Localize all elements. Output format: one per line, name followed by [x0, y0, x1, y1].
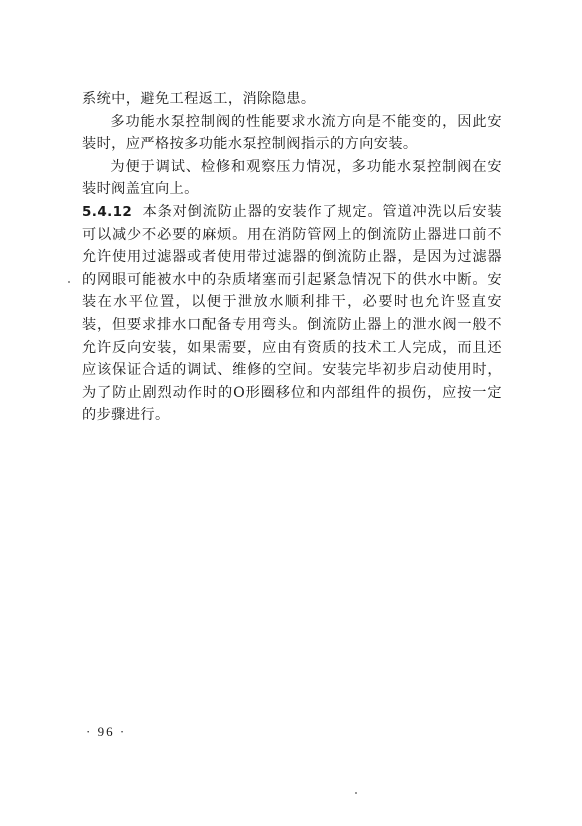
body-text: [82, 88, 502, 427]
clause-number: 5.4.12: [82, 203, 133, 220]
scan-speck: [68, 281, 70, 283]
paragraph-text: 本条对倒流防止器的安装作了规定。管道冲洗以后安装可以减少不必要的麻烦。用在消防管网上的倒流防止器进口前不允许使用过滤器或者使用带过滤器的倒流防止器，是因为过滤器的网眼可能被水中的杂质堵塞而引起紧急情况下的供水中断。安装在水平位置，以便于泄放水顺利排干，必要时也允许竖直安装，但要求排水口配备专用弯头。倒流防止器上的泄水阀一般不允许反向安装，如果需要，应由有资质的技术工人完成，而且还应该保证合适的调试、维修的空间。安装完毕初步启动使用时，为了防止剧烈动作时的O形圈移位和内部组件的损伤，应按一定的步骤进行。: [82, 203, 502, 424]
paragraph-pump-valve-direction: [82, 111, 502, 156]
paragraph-clause-5-4-12: [82, 201, 502, 427]
paragraph-text: 系统中，避免工程返工，消除隐患。: [82, 91, 316, 107]
paragraph-continuation: [82, 88, 502, 111]
paragraph-text: 多功能水泵控制阀的性能要求水流方向是不能变的，因此安装时，应严格按多功能水泵控制阀指示的方向安装。: [82, 113, 502, 153]
scan-speck: [355, 792, 357, 794]
page-number: · 96 ·: [86, 724, 127, 739]
paragraph-valve-cover: [82, 156, 502, 201]
paragraph-text: 为便于调试、检修和观察压力情况，多功能水泵控制阀在安装时阀盖宜向上。: [82, 158, 502, 198]
